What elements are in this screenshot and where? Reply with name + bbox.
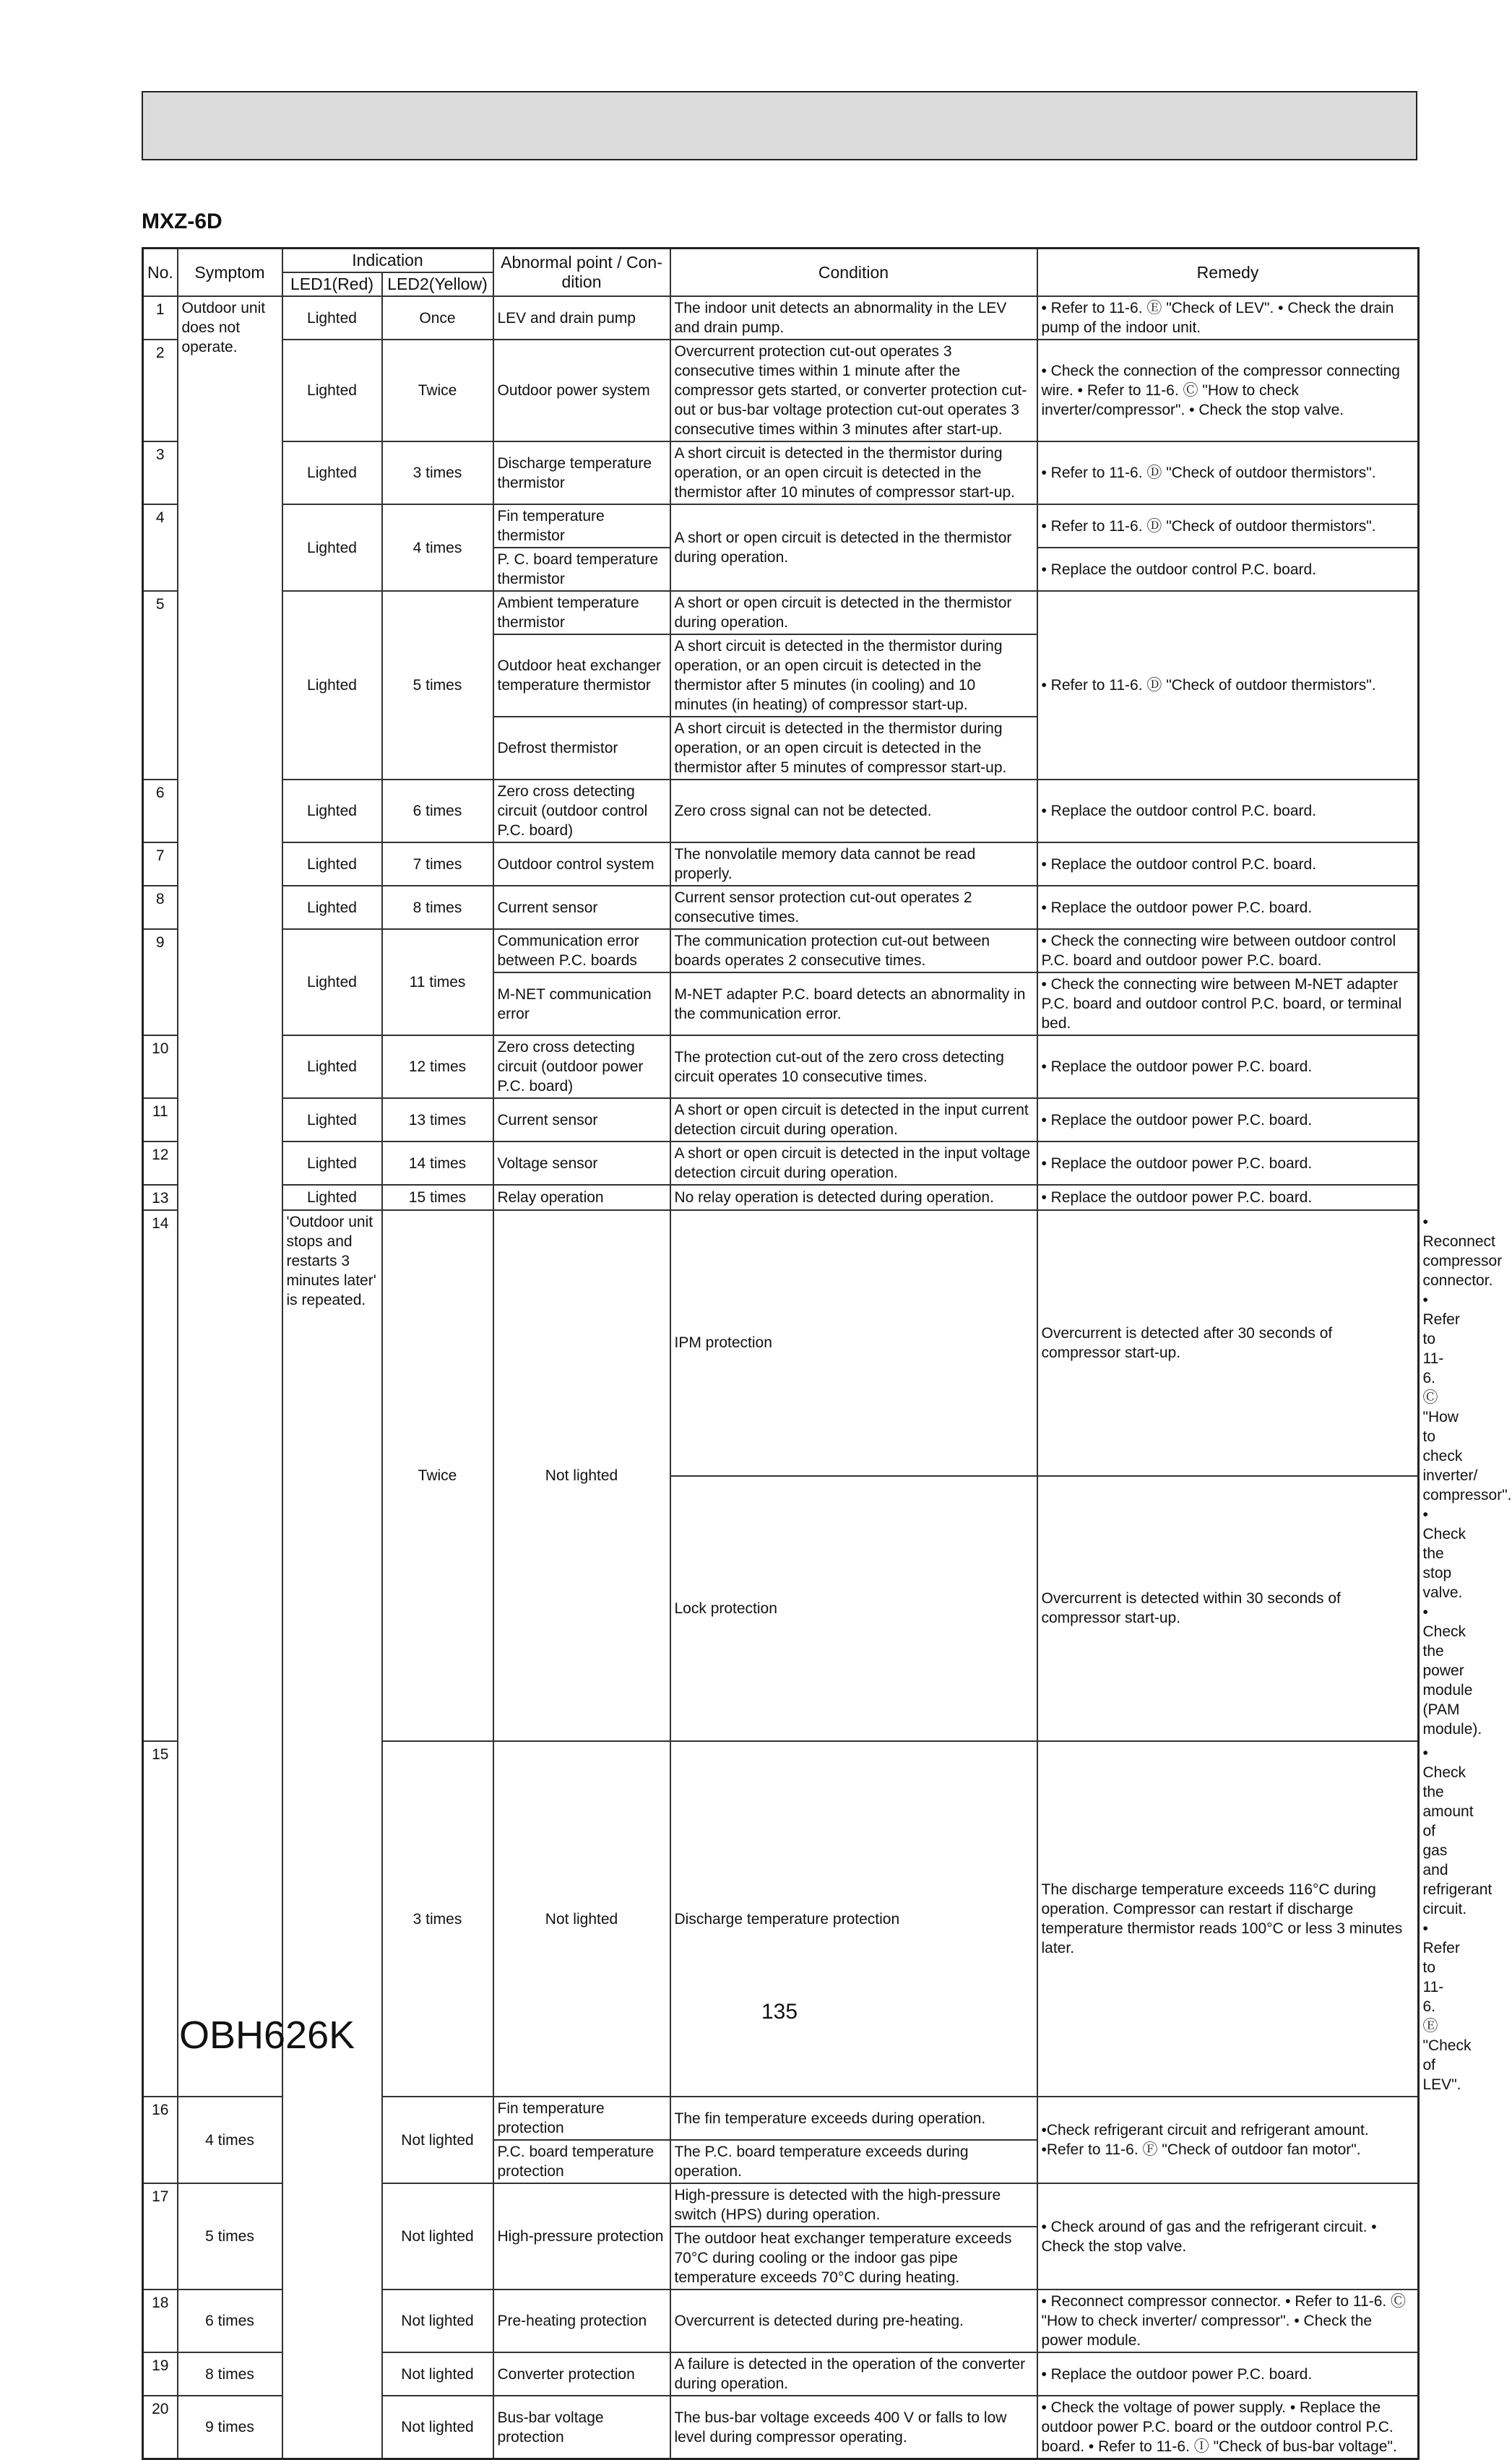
led2-value: 3 times [382, 441, 493, 504]
remedy: • Replace the outdoor power P.C. board. [1037, 1141, 1419, 1185]
row-no: 11 [143, 1098, 178, 1141]
led1-value: 9 times [178, 2396, 282, 2459]
abnormal-point: Converter protection [493, 2352, 670, 2396]
remedy: • Replace the outdoor power P.C. board. [1037, 1185, 1419, 1210]
abnormal-point: Discharge temperature protection [670, 1741, 1037, 2097]
led1-value: Lighted [282, 340, 382, 441]
condition: Zero cross signal can not be detected. [670, 780, 1037, 842]
remedy: •Check refrigerant circuit and refrigerant amount. •Refer to 11-6. Ⓕ "Check of outdoor fan motor". [1037, 2097, 1419, 2183]
led1-value: Lighted [282, 780, 382, 842]
abnormal-point: Outdoor power system [493, 340, 670, 441]
abnormal-point: Defrost thermistor [493, 717, 670, 780]
remedy: • Replace the outdoor control P.C. board. [1037, 842, 1419, 886]
abnormal-point: High-pressure protection [493, 2183, 670, 2289]
table-row: 14 'Outdoor unit stops and restarts 3 minutes later' is repeated. Twice Not lighted IPM protection Overcurrent is detected after 30 seconds of compressor start-up. • Reconnect compressor connector. • Refer to 11-6. Ⓒ "How to check inverter/ compressor". • Check the stop valve. • Check the power module (PAM module). [143, 1210, 1419, 1476]
remedy: • Refer to 11-6. Ⓓ "Check of outdoor thermistors". [1037, 591, 1419, 780]
abnormal-point: Current sensor [493, 1098, 670, 1141]
condition: A short circuit is detected in the thermistor during operation, or an open circuit is detected in the thermistor after 10 minutes of compressor start-up. [670, 441, 1037, 504]
abnormal-point: Communication error between P.C. boards [493, 929, 670, 972]
abnormal-point: Lock protection [670, 1476, 1037, 1742]
led1-value: Lighted [282, 886, 382, 929]
remedy: • Replace the outdoor control P.C. board. [1037, 780, 1419, 842]
abnormal-point: Discharge temperature thermistor [493, 441, 670, 504]
row-no: 13 [143, 1185, 178, 1210]
led2-value: Not lighted [382, 2289, 493, 2352]
condition: A short or open circuit is detected in the thermistor during operation. [670, 591, 1037, 634]
condition: A short or open circuit is detected in the input current detection circuit during operation. [670, 1098, 1037, 1141]
row-no: 18 [143, 2289, 178, 2352]
condition: A short circuit is detected in the thermistor during operation, or an open circuit is detected in the thermistor after 5 minutes of compressor start-up. [670, 717, 1037, 780]
document-code: OBH626K [179, 2014, 355, 2057]
header-symptom: Symptom [178, 249, 282, 297]
led1-value: Lighted [282, 591, 382, 780]
led1-value: 8 times [178, 2352, 282, 2396]
led1-value: Lighted [282, 1185, 382, 1210]
remedy: • Reconnect compressor connector. • Refer to 11-6. Ⓒ "How to check inverter/ compressor". • Check the power module. [1037, 2289, 1419, 2352]
table-row [143, 296, 1419, 340]
abnormal-point: IPM protection [670, 1210, 1037, 1476]
led2-value: 4 times [382, 504, 493, 591]
condition: A short or open circuit is detected in the thermistor during operation. [670, 504, 1037, 591]
condition: A short or open circuit is detected in the input voltage detection circuit during operation. [670, 1141, 1037, 1185]
led2-value: Not lighted [493, 1741, 670, 2097]
condition: High-pressure is detected with the high-pressure switch (HPS) during operation. [670, 2183, 1037, 2227]
row-no: 2 [143, 340, 178, 441]
row-no: 6 [143, 780, 178, 842]
condition: A failure is detected in the operation of the converter during operation. [670, 2352, 1037, 2396]
led2-value: Twice [382, 340, 493, 441]
row-no: 10 [143, 1035, 178, 1098]
remedy: • Refer to 11-6. Ⓔ "Check of LEV". • Check the drain pump of the indoor unit. [1037, 296, 1419, 340]
abnormal-point: P.C. board temperature protection [493, 2140, 670, 2183]
header-led1: LED1(Red) [282, 272, 382, 296]
led1-value: Lighted [282, 929, 382, 1035]
row-no: 5 [143, 591, 178, 780]
row-no: 14 [143, 1210, 178, 1741]
led2-value: Not lighted [493, 1210, 670, 1741]
led1-value: 6 times [178, 2289, 282, 2352]
header-abnormal-point: Abnormal point / Con-dition [493, 249, 670, 297]
condition: No relay operation is detected during operation. [670, 1185, 1037, 1210]
remedy: • Refer to 11-6. Ⓓ "Check of outdoor thermistors". [1037, 504, 1419, 548]
led1-value: Lighted [282, 1141, 382, 1185]
abnormal-point: M-NET communication error [493, 972, 670, 1035]
table-row [143, 504, 1419, 548]
led2-value: 5 times [382, 591, 493, 780]
abnormal-point: Fin temperature thermistor [493, 504, 670, 548]
row-no: 20 [143, 2396, 178, 2459]
table-row [143, 591, 1419, 634]
page-number: 135 [761, 2000, 798, 2024]
remedy: • Refer to 11-6. Ⓓ "Check of outdoor thermistors". [1037, 441, 1419, 504]
abnormal-point: Zero cross detecting circuit (outdoor power P.C. board) [493, 1035, 670, 1098]
condition: The outdoor heat exchanger temperature exceeds 70°C during cooling or the indoor gas pipe temperature exceeds 70°C during heating. [670, 2227, 1037, 2289]
led2-value: Once [382, 296, 493, 340]
remedy: • Replace the outdoor power P.C. board. [1037, 1098, 1419, 1141]
header-no: No. [143, 249, 178, 297]
remedy: • Check the connecting wire between M-NET adapter P.C. board and outdoor control P.C. board, or terminal bed. [1037, 972, 1419, 1035]
led1-value: Lighted [282, 296, 382, 340]
led1-value: Lighted [282, 504, 382, 591]
abnormal-point: Pre-heating protection [493, 2289, 670, 2352]
condition: Overcurrent is detected during pre-heating. [670, 2289, 1037, 2352]
row-no: 17 [143, 2183, 178, 2289]
header-led2: LED2(Yellow) [382, 272, 493, 296]
table-row [143, 1185, 1419, 1210]
led1-value: Lighted [282, 441, 382, 504]
remedy: • Check the voltage of power supply. • Replace the outdoor power P.C. board or the outdoor control P.C. board. • Refer to 11-6. Ⓘ "Check of bus-bar voltage". [1037, 2396, 1419, 2459]
remedy: • Replace the outdoor power P.C. board. [1037, 1035, 1419, 1098]
table-row [143, 842, 1419, 886]
row-no: 15 [143, 1741, 178, 2097]
troubleshooting-table [142, 247, 1512, 2460]
abnormal-point: Fin temperature protection [493, 2097, 670, 2140]
table-row: 15 3 times Not lighted Discharge temperature protection The discharge temperature exceeds 116°C during operation. Compressor can restart if discharge temperature thermistor reads 100°C or less 3 minutes later. • Check the amount of gas and refrigerant circuit. • Refer to 11-6. Ⓔ "Check of LEV". [143, 1741, 1419, 2097]
remedy: • Check the connection of the compressor connecting wire. • Refer to 11-6. Ⓒ "How to check inverter/compressor". • Check the stop valve. [1037, 340, 1419, 441]
table-row [143, 780, 1419, 842]
abnormal-point: Voltage sensor [493, 1141, 670, 1185]
condition: The discharge temperature exceeds 116°C during operation. Compressor can restart if discharge temperature thermistor reads 100°C or less 3 minutes later. [1037, 1741, 1419, 2097]
header-bar [142, 91, 1417, 160]
led1-value: 3 times [382, 1741, 493, 2097]
table-row [143, 929, 1419, 972]
table-row [143, 1098, 1419, 1141]
condition: The communication protection cut-out between boards operates 2 consecutive times. [670, 929, 1037, 972]
row-no: 12 [143, 1141, 178, 1185]
led2-value: 13 times [382, 1098, 493, 1141]
abnormal-point: Relay operation [493, 1185, 670, 1210]
remedy: • Replace the outdoor power P.C. board. [1037, 2352, 1419, 2396]
led1-value: Lighted [282, 842, 382, 886]
table-row [143, 340, 1419, 441]
led2-value: 6 times [382, 780, 493, 842]
row-no: 7 [143, 842, 178, 886]
condition: Current sensor protection cut-out operates 2 consecutive times. [670, 886, 1037, 929]
model-title: MXZ-6D [142, 210, 223, 233]
condition: The bus-bar voltage exceeds 400 V or falls to low level during compressor operating. [670, 2396, 1037, 2459]
abnormal-point: Outdoor heat exchanger temperature thermistor [493, 634, 670, 717]
table-row [143, 1035, 1419, 1098]
header-indication: Indication [282, 249, 493, 273]
row-no: 19 [143, 2352, 178, 2396]
led2-value: 15 times [382, 1185, 493, 1210]
abnormal-point: Bus-bar voltage protection [493, 2396, 670, 2459]
condition: The fin temperature exceeds during operation. [670, 2097, 1037, 2140]
row-no: 8 [143, 886, 178, 929]
led2-value: Not lighted [382, 2183, 493, 2289]
led2-value: 8 times [382, 886, 493, 929]
led1-value: 4 times [178, 2097, 282, 2183]
led1-value: Twice [382, 1210, 493, 1741]
condition: The indoor unit detects an abnormality in the LEV and drain pump. [670, 296, 1037, 340]
condition: The nonvolatile memory data cannot be read properly. [670, 842, 1037, 886]
row-no: 4 [143, 504, 178, 591]
table-row [143, 886, 1419, 929]
led2-value: 7 times [382, 842, 493, 886]
abnormal-point: P. C. board temperature thermistor [493, 548, 670, 591]
condition: A short circuit is detected in the thermistor during operation, or an open circuit is detected in the thermistor after 5 minutes (in cooling) and 10 minutes (in heating) of compressor start-up. [670, 634, 1037, 717]
led2-value: 12 times [382, 1035, 493, 1098]
led1-value: 5 times [178, 2183, 282, 2289]
row-no: 16 [143, 2097, 178, 2183]
abnormal-point: LEV and drain pump [493, 296, 670, 340]
table-row [143, 1141, 1419, 1185]
header-condition: Condition [670, 249, 1037, 297]
remedy: • Check around of gas and the refrigerant circuit. • Check the stop valve. [1037, 2183, 1419, 2289]
condition: M-NET adapter P.C. board detects an abnormality in the communication error. [670, 972, 1037, 1035]
led2-value: Not lighted [382, 2396, 493, 2459]
remedy: • Replace the outdoor control P.C. board. [1037, 548, 1419, 591]
abnormal-point: Zero cross detecting circuit (outdoor control P.C. board) [493, 780, 670, 842]
table-row [143, 441, 1419, 504]
condition: Overcurrent is detected within 30 seconds of compressor start-up. [1037, 1476, 1419, 1742]
remedy: • Check the connecting wire between outdoor control P.C. board and outdoor power P.C. board. [1037, 929, 1419, 972]
condition: Overcurrent protection cut-out operates 3 consecutive times within 1 minute after the compressor gets started, or converter protection cut-out or bus-bar voltage protection cut-out operates 3 consecutive times within 3 minutes after start-up. [670, 340, 1037, 441]
abnormal-point: Ambient temperature thermistor [493, 591, 670, 634]
row-no: 3 [143, 441, 178, 504]
led2-value: Not lighted [382, 2352, 493, 2396]
row-no: 9 [143, 929, 178, 1035]
abnormal-point: Current sensor [493, 886, 670, 929]
condition: The P.C. board temperature exceeds during operation. [670, 2140, 1037, 2183]
symptom-outdoor-not-operate: Outdoor unit does not operate. [178, 296, 282, 2097]
condition: Overcurrent is detected after 30 seconds of compressor start-up. [1037, 1210, 1419, 1476]
row-no: 1 [143, 296, 178, 340]
led1-value: Lighted [282, 1098, 382, 1141]
led2-value: Not lighted [382, 2097, 493, 2183]
header-remedy: Remedy [1037, 249, 1419, 297]
remedy: • Replace the outdoor power P.C. board. [1037, 886, 1419, 929]
condition: The protection cut-out of the zero cross detecting circuit operates 10 consecutive times. [670, 1035, 1037, 1098]
led1-value: Lighted [282, 1035, 382, 1098]
led2-value: 11 times [382, 929, 493, 1035]
abnormal-point: Outdoor control system [493, 842, 670, 886]
symptom-stops-restarts: 'Outdoor unit stops and restarts 3 minutes later' is repeated. [282, 1210, 382, 2459]
led2-value: 14 times [382, 1141, 493, 1185]
